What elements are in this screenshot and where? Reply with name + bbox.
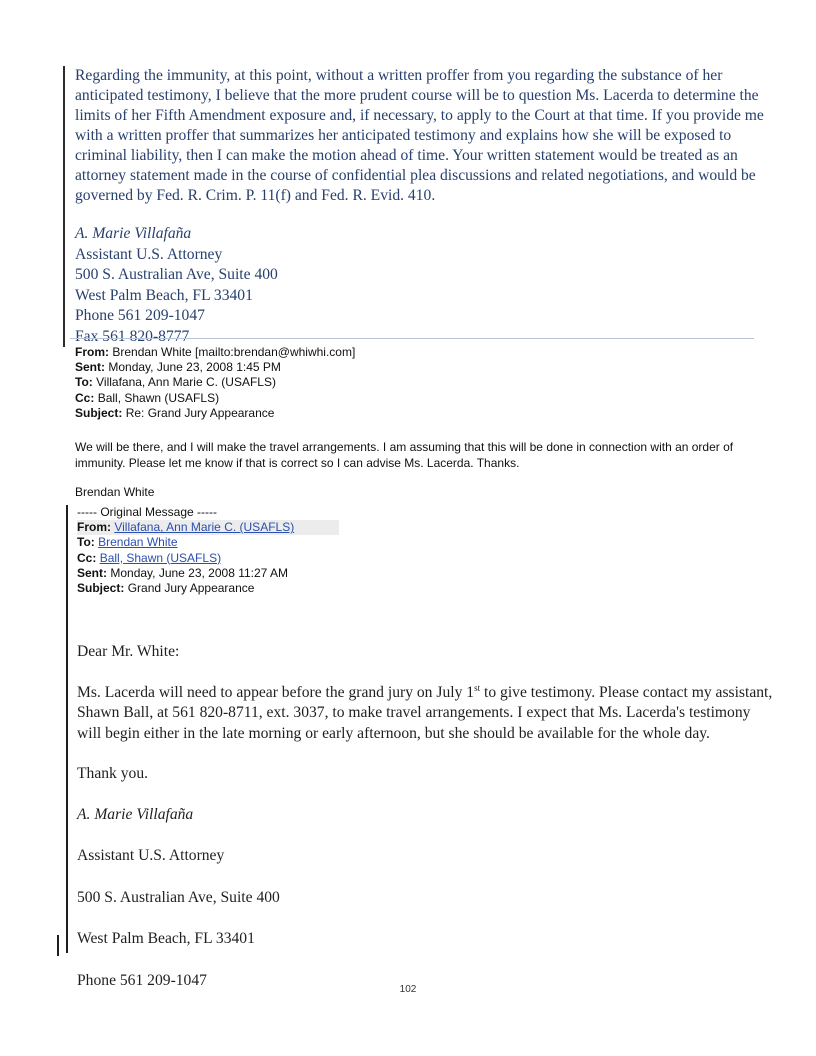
orig-header-subject: Subject: Grand Jury Appearance	[77, 581, 255, 596]
original-message-divider: ----- Original Message -----	[77, 505, 218, 519]
signature-title: Assistant U.S. Attorney	[75, 245, 223, 263]
quote-bar-outer	[57, 935, 59, 956]
orig-from-link[interactable]: Villafana, Ann Marie C. (USAFLS)	[114, 520, 295, 535]
header-subject: Subject: Re: Grand Jury Appearance	[75, 405, 275, 420]
orig-header-to: To: Brendan White	[77, 535, 178, 550]
white-signoff: Brendan White	[75, 485, 155, 499]
salutation: Dear Mr. White:	[77, 643, 180, 661]
orig-to-link[interactable]: Brendan White	[98, 535, 178, 550]
reply-paragraph: Regarding the immunity, at this point, without a written proffer from you regarding the substance of her anticipated testimony, I believe that the more prudent course will be to question Ms. Lacerda to determine the limits of her Fifth Amendment exposure and, if necessary, to apply to the Court at that time. If you provide me with a written proffer that summarizes her anticipated testimony and explains how she will be exposed to criminal liability, then I can make the motion ahead of time. Your written statement would be treated as an attorney statement made in the course of confidential plea discussions and related negotiations, and would be governed by Fed. R. Crim. P. 11(f) and Fed. R. Evid. 410.	[75, 67, 764, 204]
original-message-block	[66, 505, 777, 989]
closing: Thank you.	[77, 765, 149, 783]
header-sent: Sent: Monday, June 23, 2008 1:45 PM	[75, 360, 281, 375]
orig-signature-name: A. Marie Villafaña	[77, 805, 194, 823]
signature-address-1: 500 S. Australian Ave, Suite 400	[75, 266, 278, 283]
email-body-white	[75, 440, 765, 501]
email-header-white	[75, 345, 765, 421]
original-message-header	[77, 505, 339, 596]
header-cc: Cc: Ball, Shawn (USAFLS)	[75, 390, 220, 405]
signature-address-2: West Palm Beach, FL 33401	[75, 286, 253, 304]
orig-header-sent: Sent: Monday, June 23, 2008 11:27 AM	[77, 565, 289, 580]
orig-signature-title: Assistant U.S. Attorney	[77, 847, 225, 865]
orig-signature-phone: Phone 561 209-1047	[77, 971, 207, 989]
orig-cc-link[interactable]: Ball, Shawn (USAFLS)	[99, 550, 222, 565]
orig-signature-address-1: 500 S. Australian Ave, Suite 400	[77, 888, 280, 906]
original-message-body	[77, 642, 777, 991]
orig-signature-address-2: West Palm Beach, FL 33401	[77, 930, 255, 948]
orig-header-from: From: Villafana, Ann Marie C. (USAFLS)	[77, 520, 339, 535]
header-to: To: Villafana, Ann Marie C. (USAFLS)	[75, 375, 276, 390]
orig-header-cc: Cc: Ball, Shawn (USAFLS)	[77, 550, 222, 565]
page-number: 102	[399, 984, 417, 995]
original-body-text: Ms. Lacerda will need to appear before the grand jury on July 1st to give testimony. Please contact my assistant, Shawn Ball, at 561 820-8711, ext. 3037, to make travel arrangements. I expect that Ms. Lacerda's testimony will begin either in the late morning or early afternoon, but she should be available for the whole day.	[77, 682, 773, 742]
signature-phone: Phone 561 209-1047	[75, 307, 205, 324]
reply-signature	[75, 224, 775, 347]
reply-block	[63, 66, 775, 347]
signature-name: A. Marie Villafaña	[75, 225, 192, 242]
signature-fax: Fax 561 820-8777	[75, 327, 190, 345]
email-separator	[70, 338, 754, 339]
white-body-text: We will be there, and I will make the travel arrangements. I am assuming that this will be done in connection with an order of immunity. Please let me know if that is correct so I can advise Ms. Lacerda. Thanks.	[75, 440, 734, 470]
header-from: From: Brendan White [mailto:brendan@whiwhi.com]	[75, 345, 356, 359]
